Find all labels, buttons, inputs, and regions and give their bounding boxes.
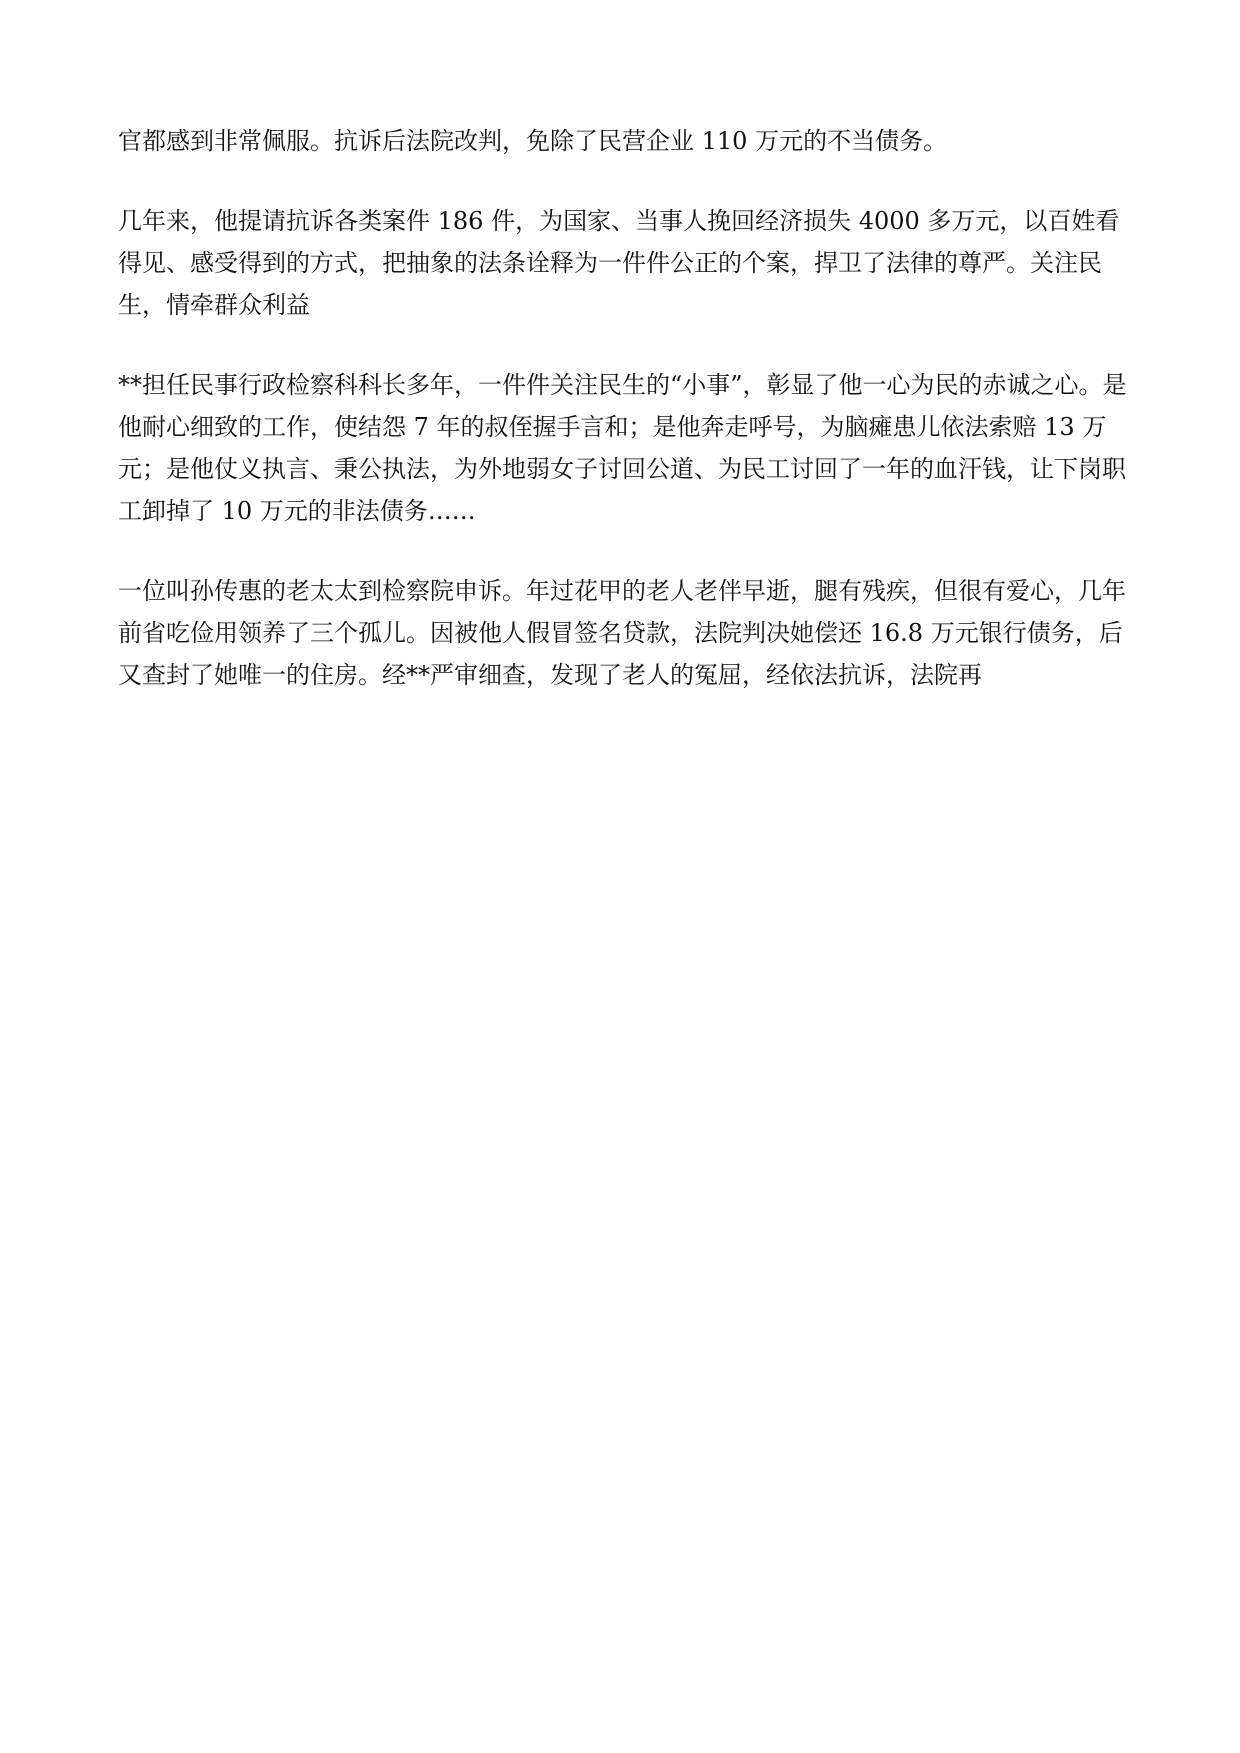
paragraph-1: 官都感到非常佩服。抗诉后法院改判，免除了民营企业 110 万元的不当债务。 — [118, 127, 948, 155]
document-body — [118, 120, 1128, 696]
paragraph-3: **担任民事行政检察科科长多年，一件件关注民生的“小事”，彰显了他一心为民的赤诚之心。是他耐心细致的工作，使结怨 7 年的叔侄握手言和；是他奔走呼号，为脑瘫患儿依法索赔 13 万元；是他仗义执言、秉公执法，为外地弱女子讨回公道、为民工讨回了一年的血汗钱，让下岗职工卸掉了 10 万元的非法债务…… — [118, 371, 1127, 525]
paragraph-2: 几年来，他提请抗诉各类案件 186 件，为国家、当事人挽回经济损失 4000 多万元，以百姓看得见、感受得到的方式，把抽象的法条诠释为一件件公正的个案，捍卫了法律的尊严。关注民生，情牵群众利益 — [118, 207, 1120, 319]
paragraph-4: 一位叫孙传惠的老太太到检察院申诉。年过花甲的老人老伴早逝，腿有残疾，但很有爱心，几年前省吃俭用领养了三个孤儿。因被他人假冒签名贷款，法院判决她偿还 16.8 万元银行债务，后又查封了她唯一的住房。经**严审细查，发现了老人的冤屈，经依法抗诉，法院再 — [118, 577, 1126, 689]
